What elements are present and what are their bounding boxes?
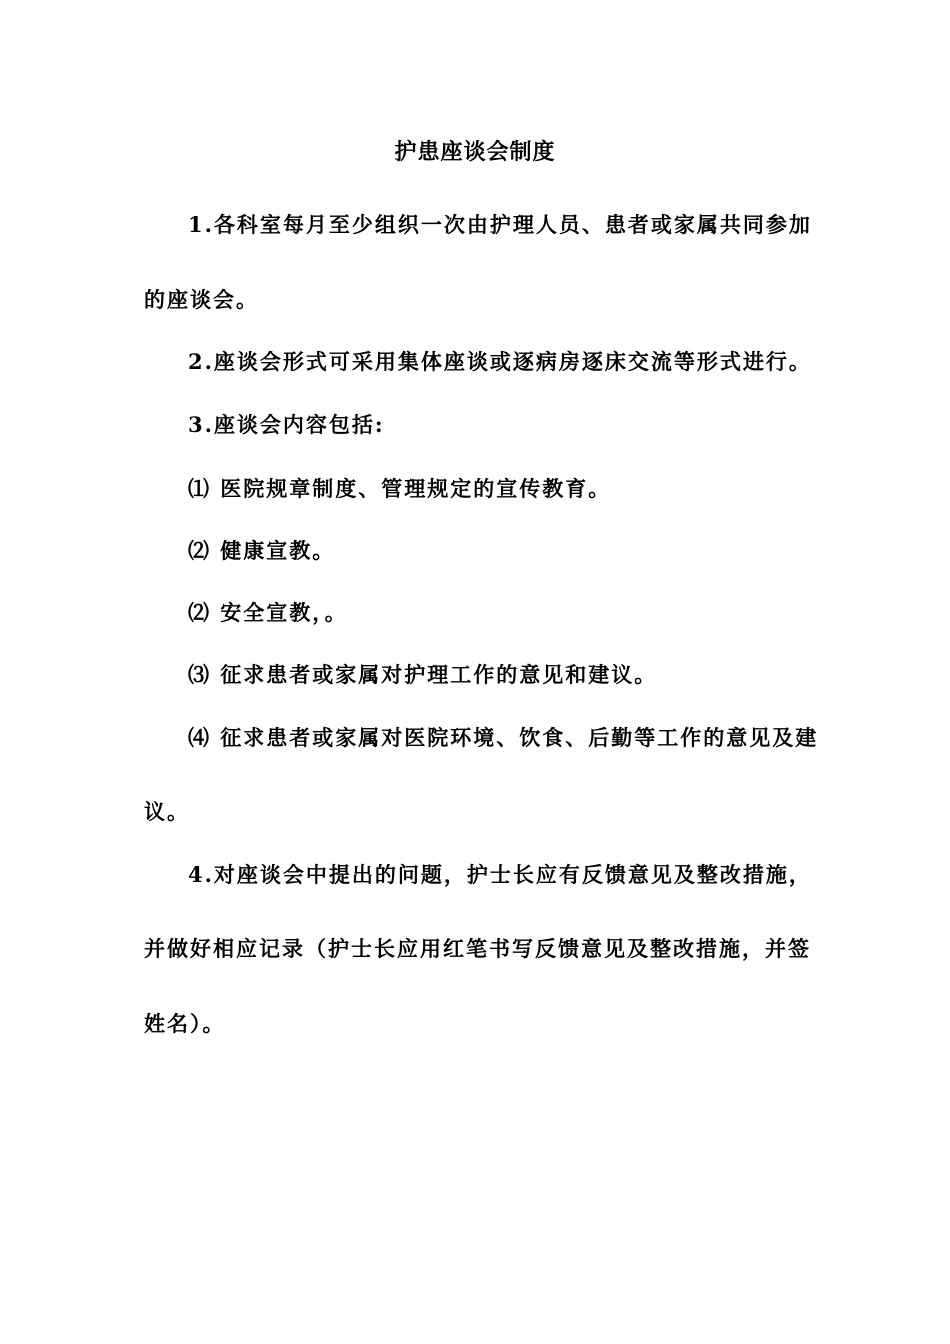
- paragraph-line: 议。: [144, 799, 190, 824]
- paragraph-line: 并做好相应记录（护士长应用红笔书写反馈意见及整改措施，并签: [144, 936, 811, 961]
- list-item: ⑵ 健康宣教。: [188, 538, 336, 563]
- list-item: ⑷ 征求患者或家属对医院环境、饮食、后勤等工作的意见及建: [188, 725, 819, 750]
- paragraph-line: 4.对座谈会中提出的问题，护士长应有反馈意见及整改措施，: [188, 862, 812, 887]
- list-item: ⑴ 医院规章制度、管理规定的宣传教育。: [188, 476, 612, 501]
- paragraph-line: 的座谈会。: [144, 287, 259, 312]
- paragraph-line: 2.座谈会形式可采用集体座谈或逐病房逐床交流等形式进行。: [188, 349, 812, 374]
- paragraph-line: 姓名）。: [144, 1011, 226, 1036]
- document-title: 护患座谈会制度: [394, 139, 556, 165]
- list-item: ⑶ 征求患者或家属对护理工作的意见和建议。: [188, 662, 658, 687]
- list-item: ⑵ 安全宣教，。: [188, 600, 348, 625]
- paragraph-line: 1.各科室每月至少组织一次由护理人员、患者或家属共同参加: [188, 212, 812, 237]
- paragraph-line: 3.座谈会内容包括:: [188, 412, 385, 437]
